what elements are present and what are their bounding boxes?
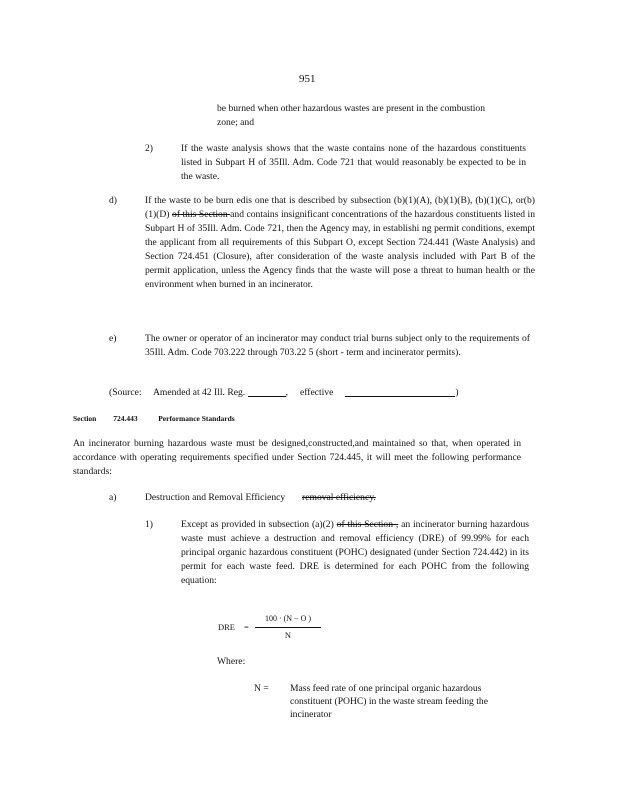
item-e-label: e) — [109, 333, 117, 344]
item-d-text-a: If the waste to be burn edis one that is described by subsection (b)(1)(A), (b)(1)(B), (b)(1)(C), or(b)(1)(D) — [145, 195, 535, 220]
item-a-label: a) — [109, 492, 117, 503]
section-word: Section — [73, 414, 97, 423]
section-title: Performance Standards — [158, 414, 235, 423]
item-a-struck-text: removal efficiency. — [302, 492, 376, 503]
section-number: 724.443 — [113, 414, 138, 423]
item-2-label: 2) — [145, 143, 153, 154]
item-e-text: The owner or operator of an incinerator may conduct trial burns subject only to the requirements of 35Ill. Adm. Code 703.222 through 703.22 5 (short - term and incinerator permits). — [145, 333, 530, 358]
fraction-bar — [255, 627, 321, 628]
equation-lhs: DRE — [218, 622, 235, 632]
item-d-struck-text: of this Section — [172, 209, 231, 220]
continuation-text: be burned when other hazardous wastes are present in the combustion zone; and — [217, 103, 486, 128]
item-a1-text-a: Except as provided in subsection (a)(2) — [181, 519, 337, 530]
where-label: Where: — [217, 656, 246, 667]
source-comma: , — [285, 387, 288, 398]
equation-equals: = — [244, 622, 249, 632]
source-note — [109, 386, 529, 400]
definition-symbol: N = — [254, 683, 269, 694]
register-page-blank — [248, 386, 286, 397]
item-a-title — [145, 491, 376, 505]
item-a1-label: 1) — [145, 519, 153, 530]
item-d-text — [145, 194, 535, 292]
source-close: ) — [455, 387, 459, 398]
source-prefix: (Source: — [109, 387, 142, 398]
section-heading — [73, 414, 235, 423]
source-amended: Amended at 42 Ill. Reg. — [152, 387, 246, 398]
intro-paragraph: An incinerator burning hazardous waste must be designed,constructed,and maintained so that, when operated in accordance with operating requirements specified under Section 724.445, it will meet the following performance standards: — [73, 438, 521, 477]
source-effective: effective — [299, 387, 334, 398]
item-2-text: If the waste analysis shows that the waste contains none of the hazardous constituents listed in Subpart H of 35Ill. Adm. Code 721 that would reasonably be expected to be in the waste. — [181, 143, 526, 182]
item-d-label: d) — [109, 195, 117, 206]
equation-numerator: 100 · (N − O ) — [264, 614, 312, 623]
effective-date-blank — [345, 386, 455, 397]
item-a1-text — [181, 518, 529, 588]
item-d-text-b: and contains insignificant concentrations of the hazardous constituents listed in Subpart H of 35Ill. Adm. Code 721, then the Agency may, in establishi ng permit conditions, exempt the applicant from all requirements of this Subpart O, except Section 724.441 (Waste Analysis) and Section 724.451 (Closure), after consideration of the waste analysis included with Part B of the permit application, unless the Agency finds that the waste will pose a threat to human health or the environment when burned in an incinerator. — [145, 209, 536, 290]
item-a-title-text: Destruction and Removal Efficiency — [145, 492, 286, 503]
equation-denominator: N — [284, 630, 292, 640]
item-a1-struck-text: of this Section , — [336, 519, 399, 530]
definition-text: Mass feed rate of one principal organic hazardous constituent (POHC) in the waste stream feeding the incinerator — [290, 683, 488, 720]
page-number: 951 — [299, 73, 316, 85]
item-a1-text-b: an incinerator burning hazardous waste must achieve a destruction and removal efficiency (DRE) of 99.99% for each principal organic hazardous constituent (POHC) designated (under Section 724.442) in its permit for each waste feed. DRE is determined for each POHC from the following equation: — [181, 519, 530, 586]
dre-equation — [218, 614, 328, 646]
